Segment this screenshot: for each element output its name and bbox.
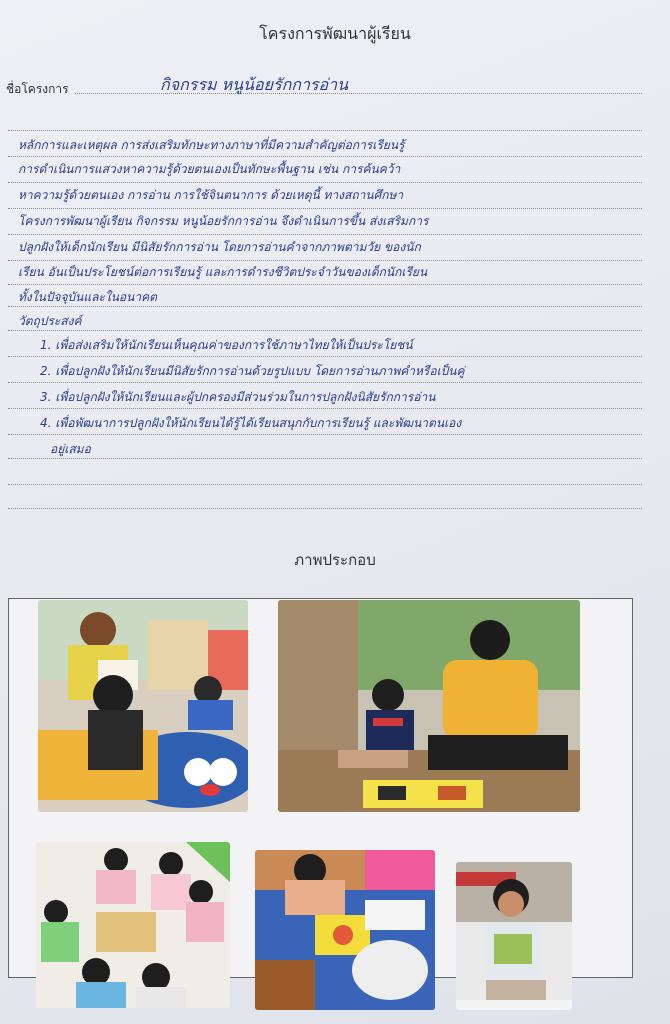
ruled-line xyxy=(8,156,642,157)
objective-item: 3. เพื่อปลูกฝังให้นักเรียนและผู้ปกครองมีส่วนร่วมในการปลูกฝังนิสัยรักการอ่าน xyxy=(40,390,436,404)
ruled-line xyxy=(8,208,642,209)
project-name-line xyxy=(75,93,642,94)
rationale-line: ปลูกฝังให้เด็กนักเรียน มีนิสัยรักการอ่าน โดยการอ่านคำจากภาพตามวัย ของนัก xyxy=(18,240,421,254)
ruled-line xyxy=(8,260,642,261)
illustrations-title: ภาพประกอบ xyxy=(294,551,376,569)
ruled-line xyxy=(8,434,642,435)
ruled-line xyxy=(8,508,642,509)
rationale-line: โครงการพัฒนาผู้เรียน กิจกรรม หนูน้อยรักการอ่าน จึงดำเนินการขึ้น ส่งเสริมการ xyxy=(18,214,429,228)
ruled-line xyxy=(8,234,642,235)
rationale-line: หลักการและเหตุผล การส่งเสริมทักษะทางภาษาที่มีความสำคัญต่อการเรียนรู้ xyxy=(18,138,405,152)
photo-children-reading-classroom xyxy=(38,600,248,812)
rationale-line: การดำเนินการแสวงหาความรู้ด้วยตนเองเป็นทักษะพื้นฐาน เช่น การค้นคว้า xyxy=(18,162,401,176)
objective-item: 4. เพื่อพัฒนาการปลูกฝังให้นักเรียนได้รู้ได้เรียนสนุกกับการเรียนรู้ และพัฒนาตนเอง xyxy=(40,416,462,430)
ruled-line xyxy=(8,484,642,485)
rationale-line: ทั้งในปัจจุบันและในอนาคต xyxy=(18,290,157,304)
project-name-label: ชื่อโครงการ xyxy=(6,82,69,96)
photo-teacher-reading-with-boy xyxy=(278,600,580,812)
rationale-line: เรียน อันเป็นประโยชน์ต่อการเรียนรู้ และการดำรงชีวิตประจำวันของเด็กนักเรียน xyxy=(18,265,428,279)
ruled-line xyxy=(8,382,642,383)
rationale-line: หาความรู้ด้วยตนเอง การอ่าน การใช้จินตนาการ ด้วยเหตุนี้ ทางสถานศึกษา xyxy=(18,188,404,202)
objectives-label: วัตถุประสงค์ xyxy=(18,314,82,328)
ruled-line xyxy=(8,130,642,131)
objective-item: 2. เพื่อปลูกฝังให้นักเรียนมีนิสัยรักการอ่านด้วยรูปแบบ โดยการอ่านภาพคำหรือเป็นคู่ xyxy=(40,364,465,378)
ruled-line xyxy=(8,408,642,409)
project-name-value: กิจกรรม หนูน้อยรักการอ่าน xyxy=(160,75,349,94)
photo-child-reading-on-mat xyxy=(255,850,435,1010)
page-title: โครงการพัฒนาผู้เรียน xyxy=(259,24,411,43)
ruled-line xyxy=(8,284,642,285)
ruled-line xyxy=(8,182,642,183)
photo-children-group-reading xyxy=(36,842,230,1008)
objective-item: อยู่เสมอ xyxy=(50,442,91,456)
photo-child-with-book xyxy=(456,862,572,1010)
objective-item: 1. เพื่อส่งเสริมให้นักเรียนเห็นคุณค่าของการใช้ภาษาไทยให้เป็นประโยชน์ xyxy=(40,338,413,352)
ruled-line xyxy=(8,356,642,357)
